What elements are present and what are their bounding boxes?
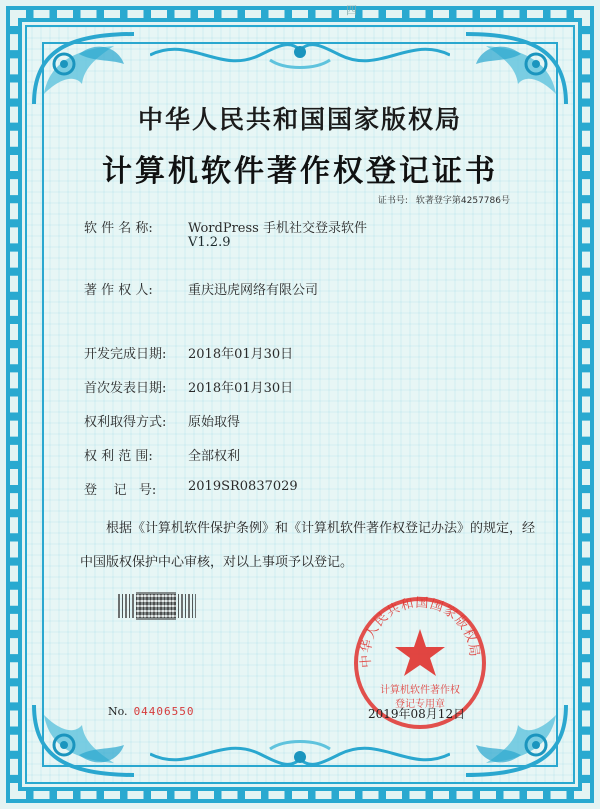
field-acquisition-method bbox=[84, 411, 240, 430]
field-label: 著 作 权 人: bbox=[84, 283, 153, 298]
serial-label: No. bbox=[108, 705, 128, 718]
serial-number bbox=[108, 705, 195, 718]
certificate-number-label: 证书号: bbox=[377, 196, 408, 206]
field-value: 2018年01月30日 bbox=[188, 347, 294, 362]
software-version: V1.2.9 bbox=[188, 235, 231, 250]
field-value: 2018年01月30日 bbox=[188, 381, 294, 396]
field-development-date bbox=[84, 343, 293, 362]
certificate-number bbox=[378, 193, 510, 206]
field-registration-number bbox=[84, 479, 298, 498]
issuing-authority: 中华人民共和国国家版权局 bbox=[137, 105, 462, 134]
certificate-number-value: 软著登字第4257786号 bbox=[415, 196, 510, 206]
seal-center-line2: 登记专用章 bbox=[395, 699, 445, 710]
field-publication-date bbox=[84, 377, 293, 396]
star-icon bbox=[395, 629, 445, 676]
field-label: 开发完成日期: bbox=[84, 347, 167, 362]
top-ornament bbox=[150, 30, 450, 80]
top-mark: 四 bbox=[346, 4, 357, 17]
certificate-title: 计算机软件著作权登记证书 bbox=[102, 154, 498, 189]
seal-center-line1: 计算机软件著作权 bbox=[380, 685, 460, 696]
field-rights-scope bbox=[84, 445, 240, 464]
bottom-ornament bbox=[150, 729, 450, 779]
field-label: 权利取得方式: bbox=[84, 415, 167, 430]
issue-date: 2019年08月12日 bbox=[368, 707, 466, 721]
field-value: 原始取得 bbox=[188, 415, 241, 430]
field-value: 全部权利 bbox=[188, 449, 241, 464]
field-copyright-owner bbox=[84, 279, 318, 298]
serial-value: 04406550 bbox=[133, 705, 195, 718]
field-value: WordPress 手机社交登录软件 bbox=[188, 221, 367, 236]
qr-code bbox=[136, 592, 176, 620]
field-label: 软 件 名 称: bbox=[84, 221, 153, 236]
field-label: 登 记 号: bbox=[84, 483, 157, 498]
field-software-name bbox=[84, 217, 367, 236]
field-value: 重庆迅虎网络有限公司 bbox=[188, 283, 319, 298]
field-label: 权 利 范 围: bbox=[84, 449, 153, 464]
field-value: 2019SR0837029 bbox=[188, 479, 298, 494]
seal-ring-text: 中华人民共和国国家版权局 bbox=[358, 595, 482, 669]
field-label: 首次发表日期: bbox=[84, 381, 167, 396]
registration-statement: 根据《计算机软件保护条例》和《计算机软件著作权登记办法》的规定，经中国版权保护中心审核，对以上事项予以登记。 bbox=[80, 521, 536, 570]
